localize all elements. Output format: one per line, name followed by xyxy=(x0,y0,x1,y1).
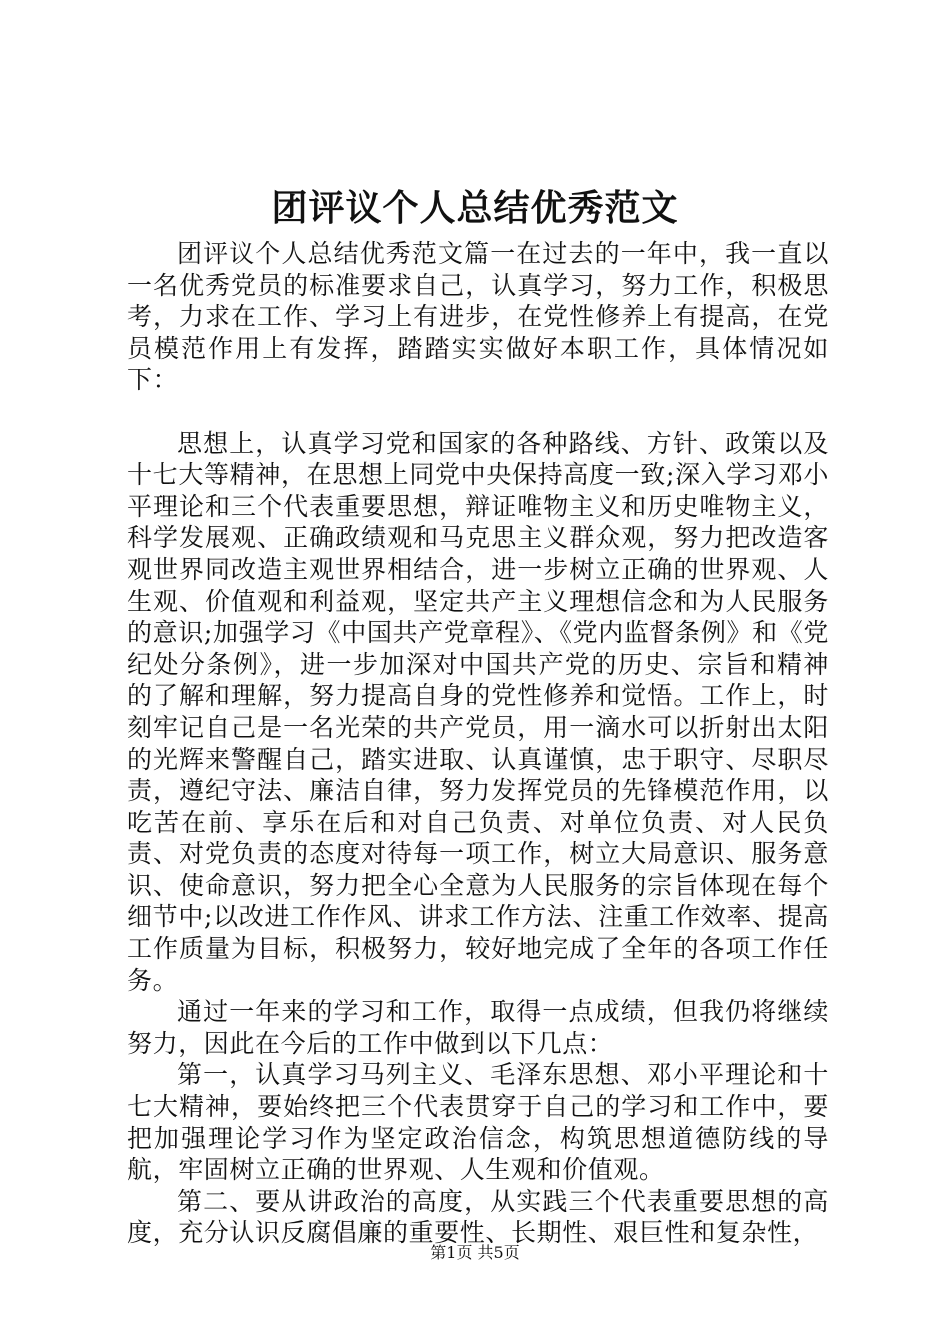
document-title: 团评议个人总结优秀范文 xyxy=(271,187,679,229)
page-number-footer: 第1页 共5页 xyxy=(430,1243,520,1262)
paragraph-summary: 通过一年来的学习和工作，取得一点成绩，但我仍将继续努力，因此在今后的工作中做到以下几点： xyxy=(127,997,829,1058)
paragraph-intro: 团评议个人总结优秀范文篇一在过去的一年中，我一直以一名优秀党员的标准要求自己，认真学习，努力工作，积极思考，力求在工作、学习上有进步，在党性修养上有提高，在党员模范作用上有发挥，踏踏实实做好本职工作，具体情况如下： xyxy=(127,239,829,395)
paragraph-point-two: 第二、要从讲政治的高度，从实践三个代表重要思想的高度，充分认识反腐倡廉的重要性、长期性、艰巨性和复杂性， xyxy=(127,1186,829,1248)
paragraph-point-one: 第一，认真学习马列主义、毛泽东思想、邓小平理论和十七大精神，要始终把三个代表贯穿于自己的学习和工作中，要把加强理论学习作为坚定政治信念，构筑思想道德防线的导航，牢固树立正确的世界观、人生观和价值观。 xyxy=(127,1060,829,1185)
document-body xyxy=(127,238,829,1249)
paragraph-thought-and-work: 思想上，认真学习党和国家的各种路线、方针、政策以及十七大等精神，在思想上同党中央保持高度一致;深入学习邓小平理论和三个代表重要思想，辩证唯物主义和历史唯物主义，科学发展观、正确政绩观和马克思主义群众观，努力把改造客观世界同改造主观世界相结合，进一步树立正确的世界观、人生观、价值观和利益观，坚定共产主义理想信念和为人民服务的意识;加强学习《中国共产党章程》、《党内监督条例》和《党纪处分条例》，进一步加深对中国共产党的历史、宗旨和精神的了解和理解，努力提高自身的党性修养和觉悟。工作上，时刻牢记自己是一名光荣的共产党员，用一滴水可以折射出太阳的光辉来警醒自己，踏实进取、认真谨慎，忠于职守、尽职尽责，遵纪守法、廉洁自律，努力发挥党员的先锋模范作用，以吃苦在前、享乐在后和对自己负责、对单位负责、对人民负责、对党负责的态度对待每一项工作，树立大局意识、服务意识、使命意识，努力把全心全意为人民服务的宗旨体现在每个细节中;以改进工作作风、讲求工作方法、注重工作效率、提高工作质量为目标，积极努力，较好地完成了全年的各项工作任务。 xyxy=(127,428,829,995)
